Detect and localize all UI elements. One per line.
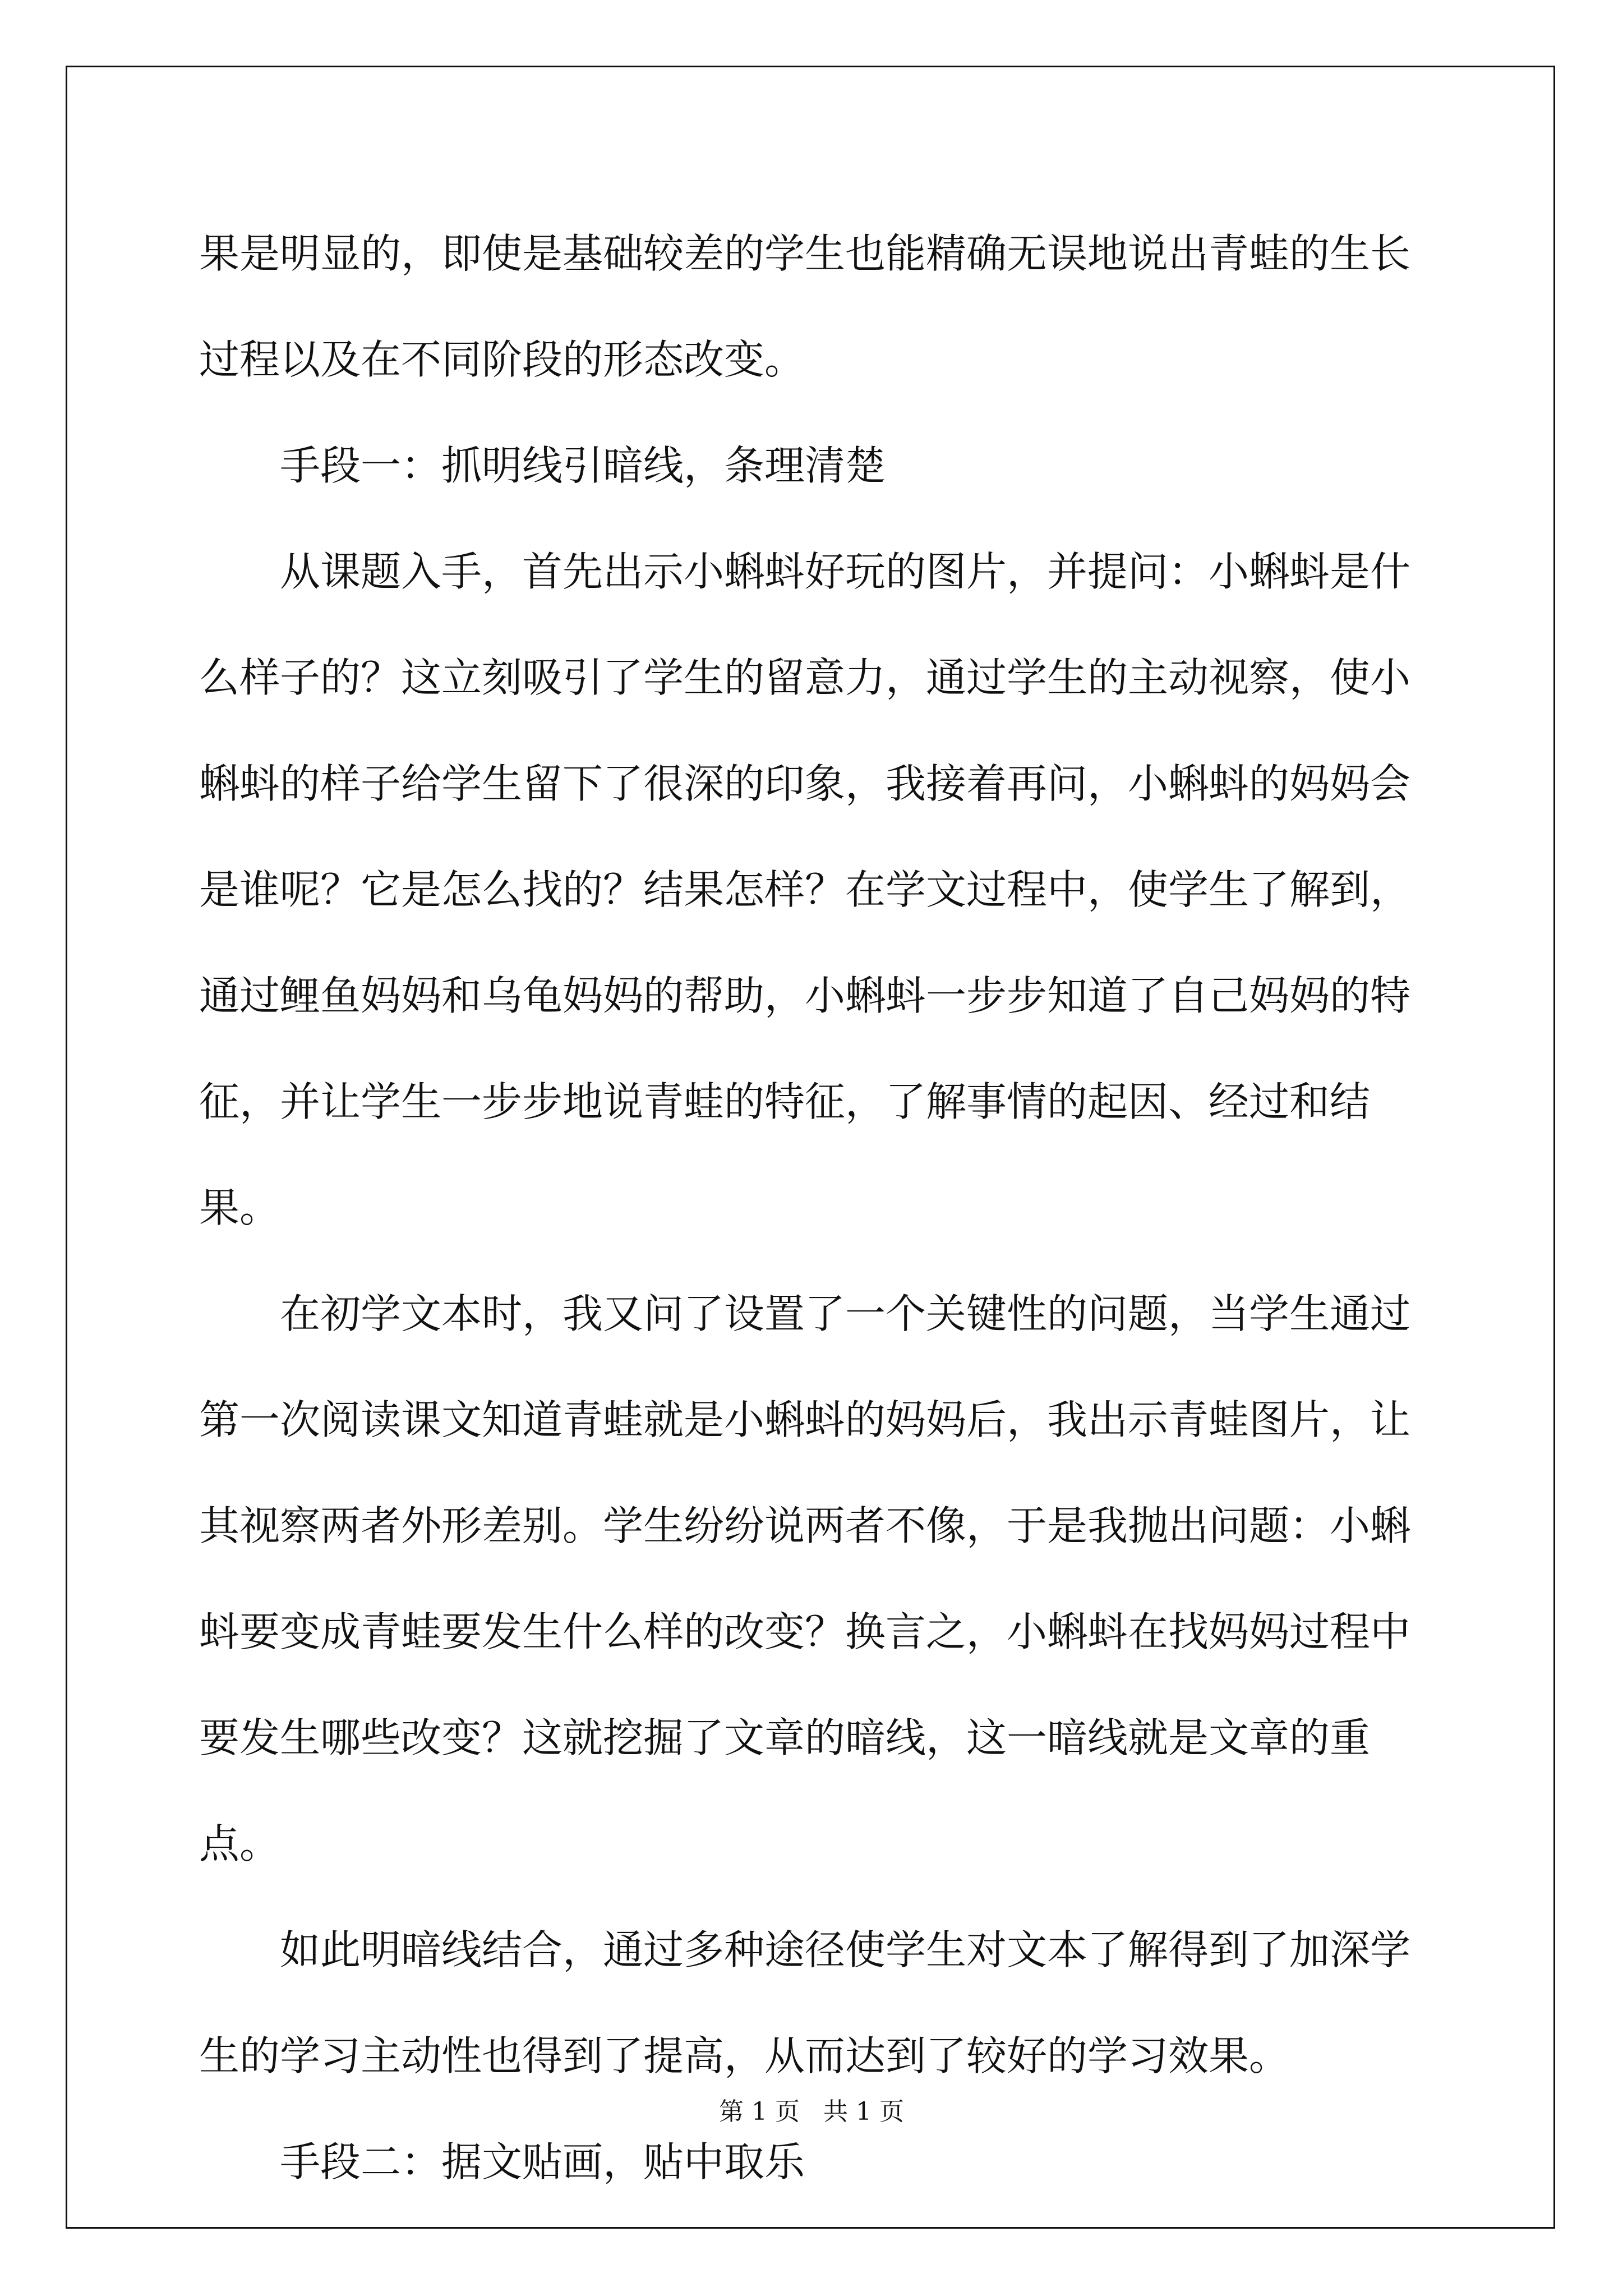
paragraph-3: 从课题入手，首先出示小蝌蚪好玩的图片，并提问：小蝌蚪是什么样子的？这立刻吸引了学生的留意力，通过学生的主动视察，使小蝌蚪的样子给学生留下了很深的印象，我接着再问，小蝌蚪的妈妈会是谁呢？它是怎么找的？结果怎样？在学文过程中，使学生了解到，通过鲤鱼妈妈和乌龟妈妈的帮助，小蝌蚪一步步知道了自己妈妈的特征，并让学生一步步地说青蛙的特征，了解事情的起因、经过和结果。 xyxy=(199,548,1411,1231)
paragraph-5: 如此明暗线结合，通过多种途径使学生对文本了解得到了加深学生的学习主动性也得到了提高，从而达到了较好的学习效果。 xyxy=(199,1926,1411,2079)
page-number-footer: 第 1 页 共 1 页 xyxy=(719,2097,904,2126)
paragraph-1: 果是明显的，即使是基础较差的学生也能精确无误地说出青蛙的生长过程以及在不同阶段的形态改变。 xyxy=(199,230,1411,383)
paragraph-4: 在初学文本时，我又问了设置了一个关键性的问题，当学生通过第一次阅读课文知道青蛙就是小蝌蚪的妈妈后，我出示青蛙图片，让其视察两者外形差别。学生纷纷说两者不像，于是我抛出问题：小蝌蚪要变成青蛙要发生什么样的改变？换言之，小蝌蚪在找妈妈过程中要发生哪些改变？这就挖掘了文章的暗线，这一暗线就是文章的重点。 xyxy=(199,1290,1411,1867)
paragraph-6-heading: 手段二：据文贴画，贴中取乐 xyxy=(280,2138,805,2185)
document-body xyxy=(199,201,1433,2215)
paragraph-2-heading: 手段一：抓明线引暗线，条理清楚 xyxy=(280,442,886,489)
